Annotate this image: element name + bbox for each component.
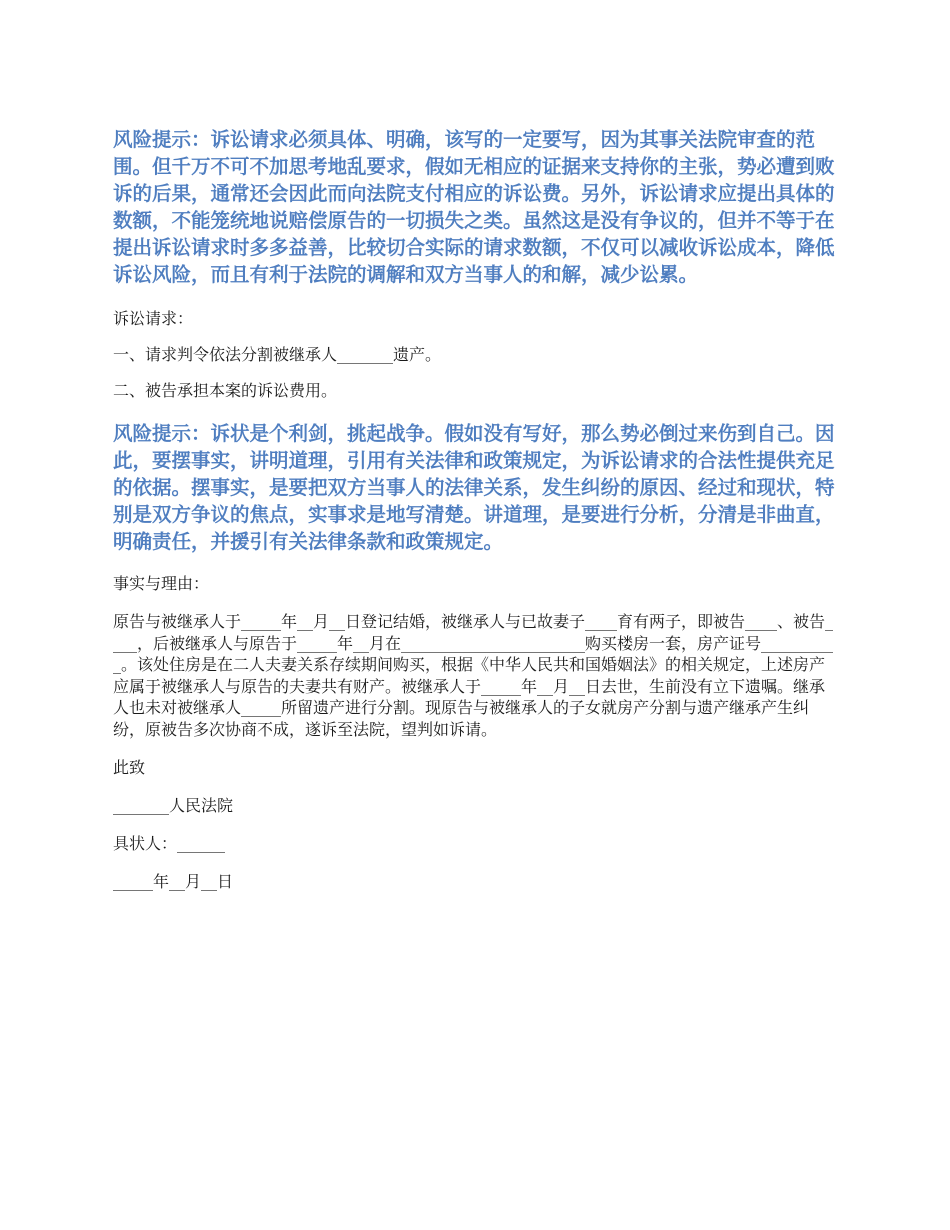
document-body [113, 126, 839, 907]
claims-heading: 诉讼请求： [113, 309, 194, 328]
claim-item-1: 一、请求判令依法分割被继承人_______遗产。 [113, 345, 442, 364]
facts-heading: 事实与理由： [113, 574, 210, 593]
closing-salutation: 此致 [113, 758, 146, 777]
risk-tip-claims: 风险提示：诉讼请求必须具体、明确，该写的一定要写，因为其事关法院审查的范围。但千万不可不加思考地乱要求，假如无相应的证据来支持你的主张，势必遭到败诉的后果，通常还会因此而向法院支付相应的诉讼费。另外，诉讼请求应提出具体的数额，不能笼统地说赔偿原告的一切损失之类。虽然这是没有争议的，但并不等于在提出诉讼请求时多多益善，比较切合实际的请求数额，不仅可以减收诉讼成本，降低诉讼风险，而且有利于法院的调解和双方当事人的和解，减少讼累。 [113, 128, 835, 286]
plaintiff-signature: 具状人：______ [113, 834, 226, 853]
document-date: _____年__月__日 [113, 872, 234, 891]
claim-item-2: 二、被告承担本案的诉讼费用。 [113, 381, 338, 400]
court-name: _______人民法院 [113, 796, 234, 815]
facts-body: 原告与被继承人于_____年__月__日登记结婚，被继承人与已故妻子____育有两子，即被告____、被告____，后被继承人与原告于_____年__月在_______________________购买楼房一套，房产证号__________。该处住房是在二人夫妻关系存续期间购买，根据《中华人民共和国婚姻法》的相关规定，上述房产应属于被继承人与原告的夫妻共有财产。被继承人于_____年__月__日去世，生前没有立下遗嘱。继承人也未对被继承人_____所留遗产进行分割。现原告与被继承人的子女就房产分割与遗产继承产生纠纷，原被告多次协商不成，遂诉至法院，望判如诉请。 [113, 612, 834, 739]
risk-tip-facts: 风险提示：诉状是个利剑，挑起战争。假如没有写好，那么势必倒过来伤到自己。因此，要摆事实，讲明道理，引用有关法律和政策规定，为诉讼请求的合法性提供充足的依据。摆事实，是要把双方当事人的法律关系，发生纠纷的原因、经过和现状，特别是双方争议的焦点，实事求是地写清楚。讲道理，是要进行分析，分清是非曲直，明确责任，并援引有关法律条款和政策规定。 [113, 422, 835, 553]
